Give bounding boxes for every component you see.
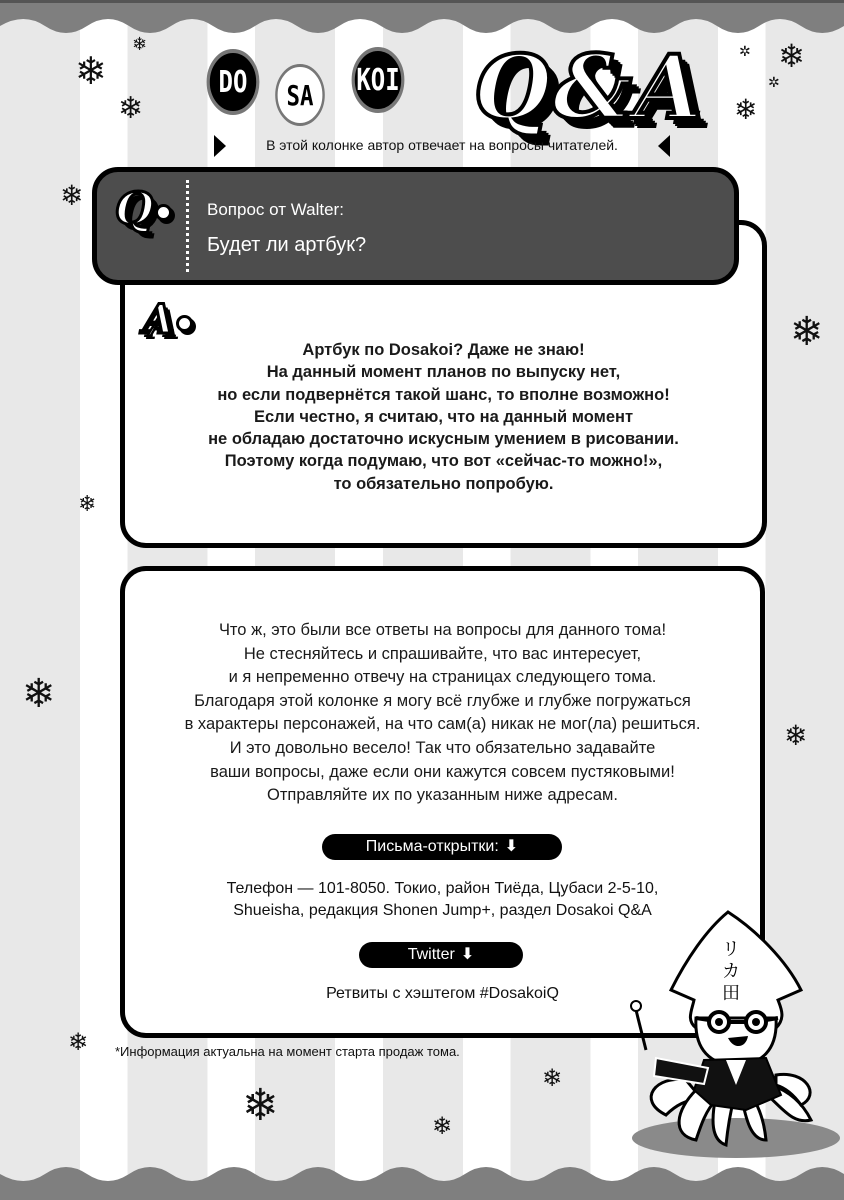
bottom-wave-border (0, 1160, 844, 1200)
answer-line: не обладаю достаточно искусным умением в рисовании. (208, 430, 679, 449)
snowflake-icon: ❄ (22, 671, 56, 717)
column-subtitle: В этой колонке автор отвечает на вопросы читателей. (266, 137, 618, 153)
question-text: Будет ли артбук? (207, 234, 367, 256)
footnote: *Информация актуальна на момент старта продаж тома. (115, 1044, 460, 1059)
twitter-hashtag: Ретвиты с хэштегом #DosakoiQ (326, 985, 559, 1002)
answer-line: Поэтому когда подумаю, что вот «сейчас-то можно!», (224, 452, 663, 471)
closing-line: ваши вопросы, даже если они кажутся совсем пустяковыми! (210, 762, 675, 781)
arrow-down-icon: ⬇ (460, 946, 475, 963)
closing-line: Не стесняйтесь и спрашивайте, что вас интересует, (243, 644, 642, 663)
squid-mascot-illustration (616, 900, 844, 1170)
snowflake-icon: ❄ (118, 91, 144, 126)
subtitle-row (210, 132, 674, 160)
twitter-label-pill (359, 942, 523, 968)
question-badge (115, 184, 172, 235)
snowflake-icon: ❄ (778, 37, 805, 75)
mail-label: Письма-открытки: (365, 838, 499, 855)
answer-line: На данный момент планов по выпуску нет, (266, 363, 621, 382)
address-line: Shueisha, редакция Shonen Jump+, раздел Dosakoi Q&A (233, 902, 652, 919)
answer-badge (143, 296, 193, 343)
pointer-stick (636, 1010, 646, 1050)
mail-label-pill (322, 834, 562, 860)
mascot-sign-char: リ (722, 939, 740, 960)
logo-circle-do (207, 49, 260, 115)
qa-title-logo: Q&A (473, 35, 705, 139)
mascot-shadow (632, 1118, 840, 1158)
closing-line: и я непременно отвечу на страницах следующего тома. (228, 668, 657, 687)
closing-line: И это довольно весело! Так что обязательно задавайте (229, 738, 656, 757)
question-author: Вопрос от Walter: (207, 200, 344, 219)
snowflake-icon: ✲ (768, 75, 780, 91)
snowflake-icon: ❄ (242, 1080, 279, 1131)
closing-line: Благодаря этой колонке я могу всё глубже и глубже погружаться (194, 691, 691, 710)
twitter-label: Twitter (407, 946, 455, 963)
snowflake-icon: ❄ (432, 1112, 453, 1140)
snowflake-icon: ❄ (132, 34, 148, 55)
snowflake-icon: ✲ (739, 44, 751, 60)
snowflake-icon: ❄ (542, 1064, 563, 1092)
answer-line: Артбук по Dosakoi? Даже не знаю! (302, 341, 585, 359)
answer-line: но если подвернётся такой шанс, то вполне возможно! (217, 385, 670, 404)
logo-word: SA (286, 78, 314, 112)
closing-line: Что ж, это были все ответы на вопросы для данного тома! (218, 621, 667, 639)
logo-circle-koi (352, 47, 405, 113)
top-wave-border (0, 0, 844, 40)
closing-text (125, 619, 760, 808)
question-badge-letter: Q (115, 184, 154, 235)
answer-line: Если честно, я считаю, что на данный момент (253, 407, 634, 426)
dotted-divider (186, 180, 189, 272)
answer-line: то обязательно попробую. (333, 474, 554, 493)
address-line: Телефон — 101-8050. Токио, район Тиёда, Цубаси 2-5-10, (226, 880, 659, 897)
answer-text (125, 339, 762, 495)
closing-line: Отправляйте их по указанным ниже адресам. (267, 786, 618, 805)
question-box (92, 167, 739, 285)
logo-circle-sa (275, 64, 325, 126)
snowflake-icon: ❄ (734, 93, 758, 126)
logo-word: DO (218, 64, 248, 100)
logo-word: KOI (356, 62, 400, 98)
badge-dot-icon (155, 204, 172, 221)
mascot-sign-char: 田 (722, 983, 740, 1004)
snowflake-icon: ❄ (790, 309, 824, 355)
snowflake-icon: ❄ (68, 1028, 89, 1056)
snowflake-icon: ❄ (78, 492, 97, 517)
snowflake-icon: ❄ (60, 179, 84, 212)
answer-badge-letter: A (143, 296, 175, 343)
badge-dot-icon (176, 315, 193, 332)
mascot-sign-char: カ (722, 961, 740, 982)
arrow-down-icon: ⬇ (504, 838, 519, 855)
triangle-left-icon (658, 135, 670, 157)
snowflake-icon: ❄ (784, 719, 808, 752)
closing-line: в характеры персонажей, на что сам(а) никак не мог(ла) решиться. (184, 715, 701, 734)
snowflake-icon: ❄ (75, 49, 107, 93)
mascot-arm (654, 1058, 708, 1084)
